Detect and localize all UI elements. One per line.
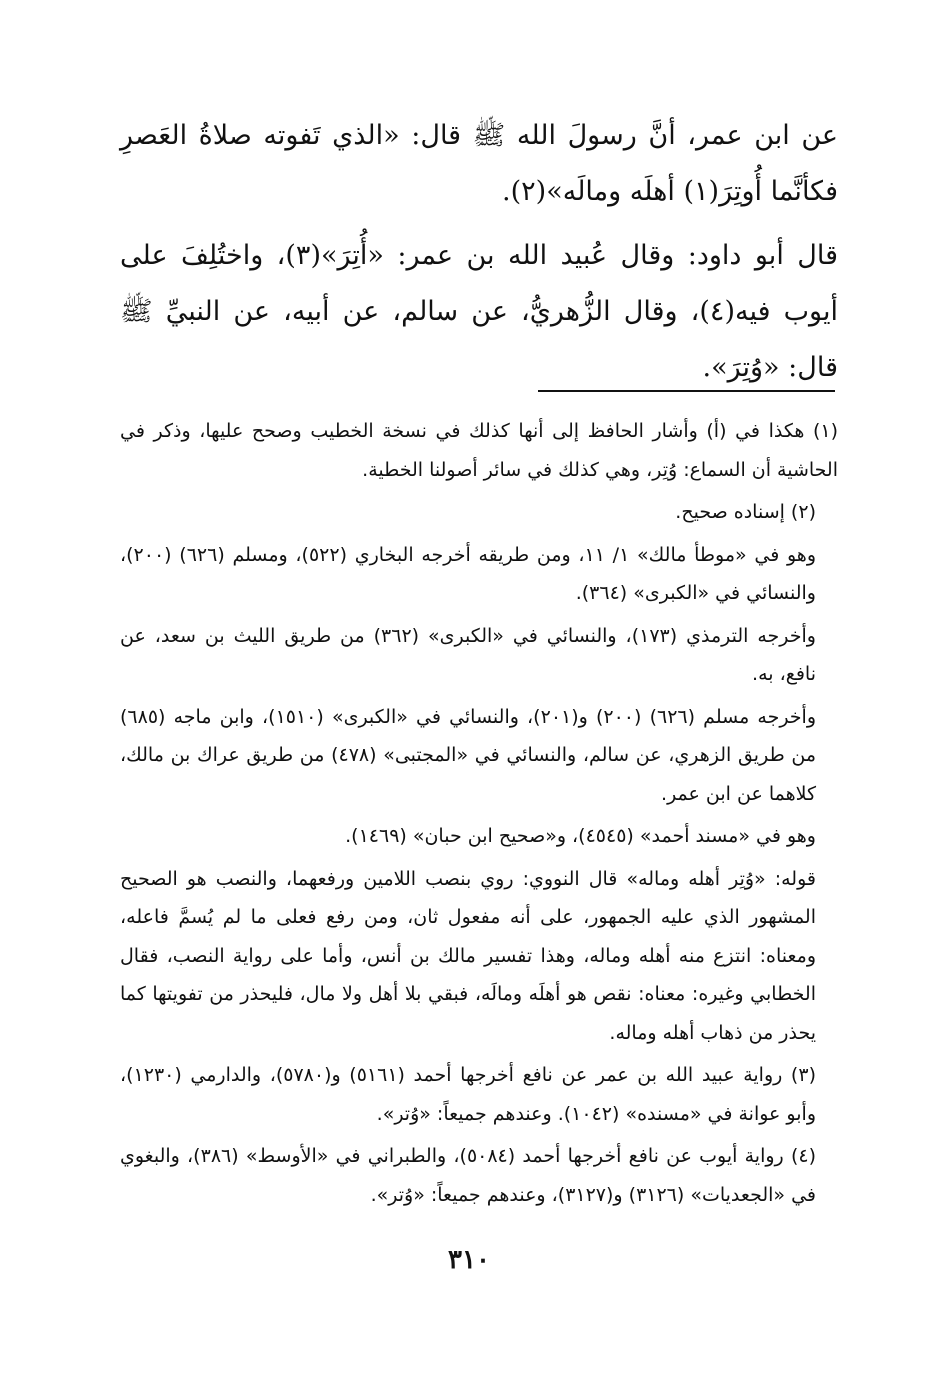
- footnote-2-source: وهو في «مسند أحمد» (٤٥٤٥)، و«صحيح ابن حبان» (١٤٦٩).: [345, 825, 816, 847]
- footnote-2-source: وهو في «موطأ مالك» ١/ ١١، ومن طريقه أخرجه البخاري (٥٢٢)، ومسلم (٦٢٦) (٢٠٠)، والنسائي في «الكبرى» (٣٦٤).: [120, 543, 817, 604]
- footnotes-block: [120, 412, 838, 1218]
- main-paragraph: عن ابن عمر، أنَّ رسولَ الله ﷺ قال: «الذي تَفوته صلاةُ العَصرِ فكأنَّما أُوتِرَ(١) أهلَه ومالَه»(٢).: [120, 120, 838, 207]
- footnote-separator: [538, 390, 835, 392]
- footnote-2-source: وأخرجه الترمذي (١٧٣)، والنسائي في «الكبرى» (٣٦٢) من طريق الليث بن سعد، عن نافع، به.: [120, 624, 816, 685]
- main-paragraph: قال أبو داود: وقال عُبيد الله بن عمر: «أُتِرَ»(٣)، واختُلِفَ على أيوب فيه(٤)، وقال الزُّهريُّ، عن سالم، عن أبيه، عن النبيِّ ﷺ قال: «وُتِرَ».: [120, 240, 838, 383]
- page-number: ٣١٠: [448, 1245, 490, 1275]
- footnote-4: (٤) رواية أيوب عن نافع أخرجها أحمد (٥٠٨٤)، والطبراني في «الأوسط» (٣٨٦)، والبغوي في «الجعديات» (٣١٢٦) و(٣١٢٧)، وعندهم جميعاً: «وُتر».: [120, 1145, 817, 1206]
- footnote-2-commentary: قوله: «وُتِر أهله وماله» قال النووي: روي بنصب اللامين ورفعهما، والنصب هو الصحيح المشهور الذي عليه الجمهور، على أنه مفعول ثان، ومن رفع فعلى ما لم يُسمَّ فاعله، ومعناه: انتزع منه أهله وماله، وهذا تفسير مالك بن أنس، وأما على رواية النصب، فقال الخطابي وغيره: معناه: نقص هو أهلَه ومالَه، فبقي بلا أهل ولا مال، فليحذر من تفويتها كما يحذر من ذهاب أهله وماله.: [120, 867, 816, 1044]
- footnote-1: (١) هكذا في (أ) وأشار الحافظ إلى أنها كذلك في نسخة الخطيب وصحح عليها، وذكر في الحاشية أن السماع: وُتِر، وهي كذلك في سائر أصولنا الخطية.: [120, 420, 838, 481]
- footnote-2-source: وأخرجه مسلم (٦٢٦) (٢٠٠) و(٢٠١)، والنسائي في «الكبرى» (١٥١٠)، وابن ماجه (٦٨٥) من طريق الزهري، عن سالم، والنسائي في «المجتبى» (٤٧٨) من طريق عراك بن مالك، كلاهما عن ابن عمر.: [120, 705, 817, 805]
- footnote-2: (٢) إسناده صحيح.: [675, 501, 816, 523]
- main-text-block: [120, 108, 838, 396]
- footnote-3: (٣) رواية عبيد الله بن عمر عن نافع أخرجها أحمد (٥١٦١) و(٥٧٨٠)، والدارمي (١٢٣٠)، وأبو عوانة في «مسنده» (١٠٤٢). وعندهم جميعاً: «وُتر».: [120, 1064, 816, 1125]
